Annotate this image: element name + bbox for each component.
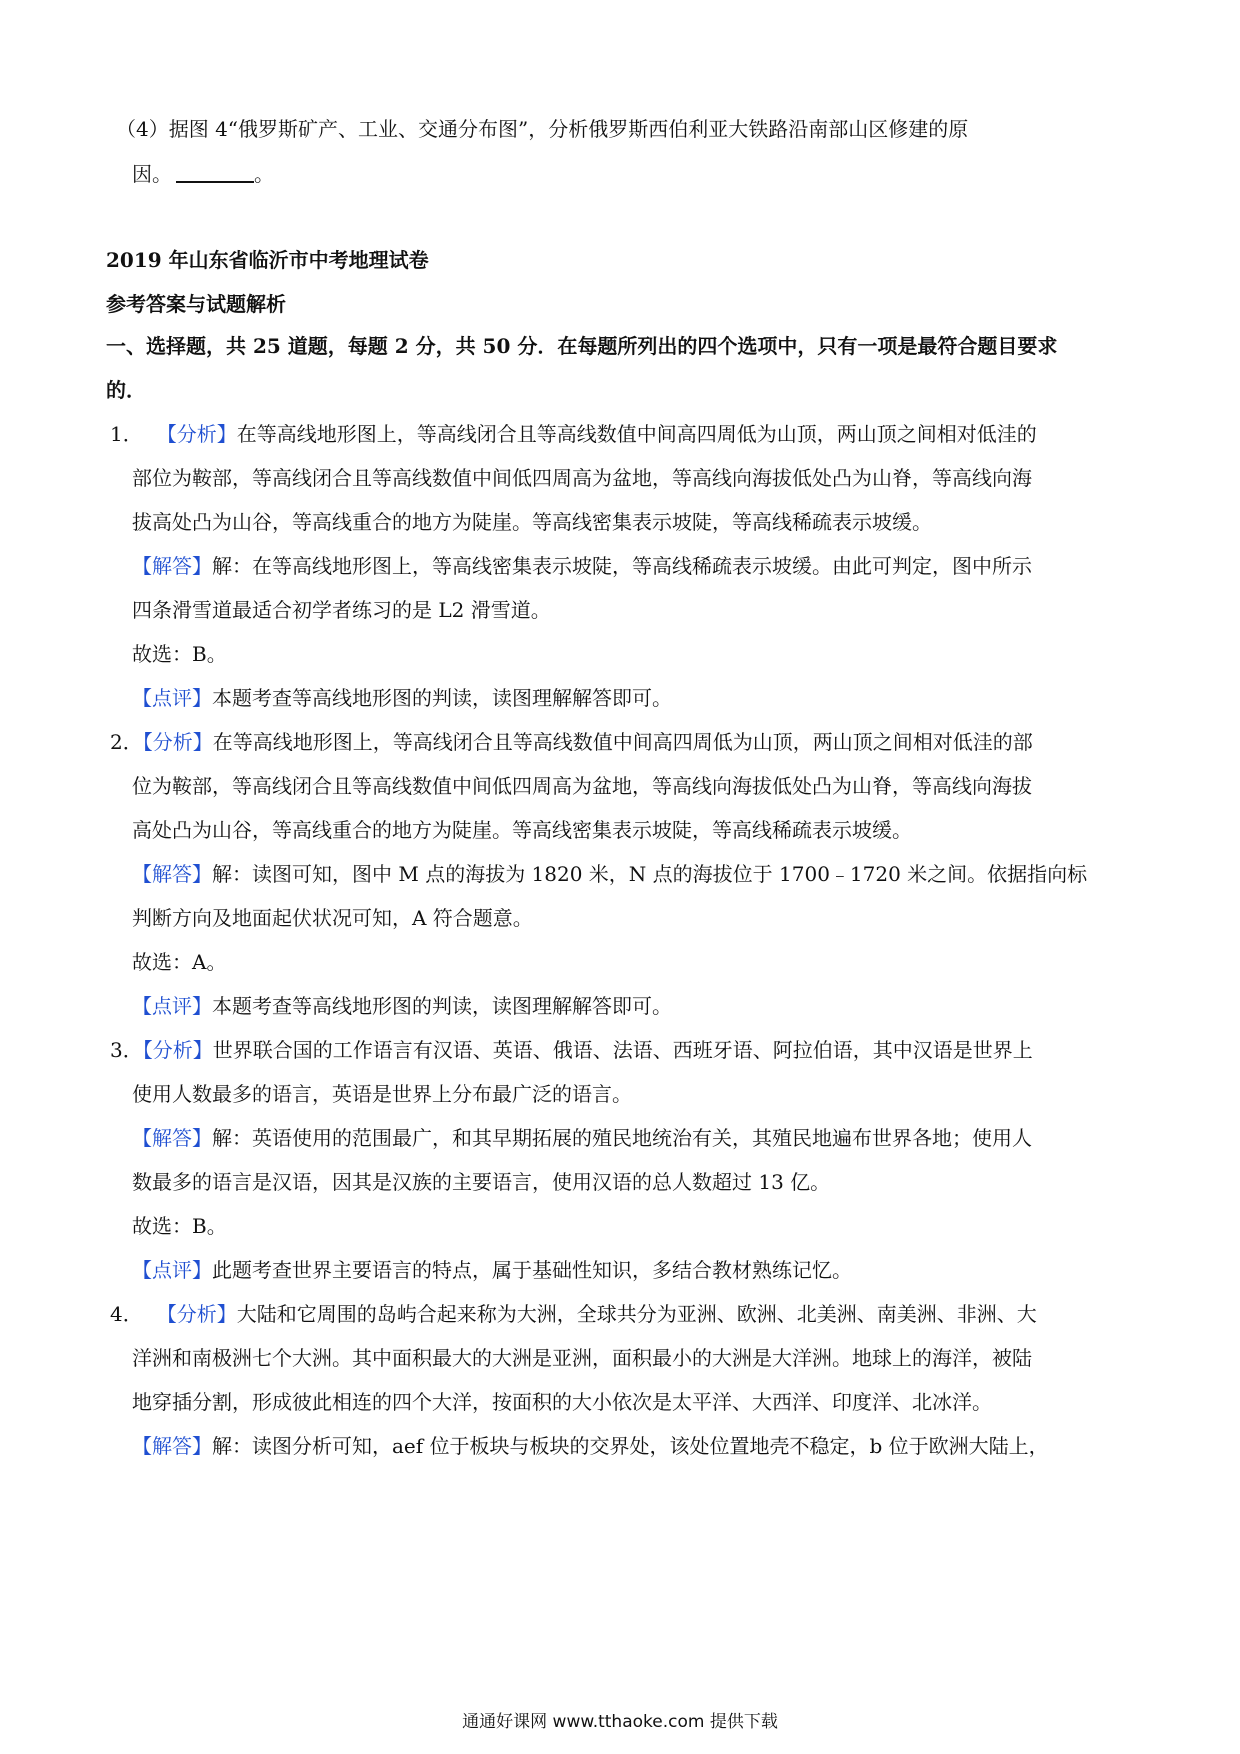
q1-answer-tag: 【解答】 — [132, 554, 212, 578]
q3-choice: 故选：B。 — [132, 1214, 227, 1238]
q3-analysis-line1 — [110, 1036, 1033, 1064]
q3-analysis-tag: 【分析】 — [142, 1038, 213, 1062]
q1-comment-line — [132, 684, 672, 712]
q2-answer-line2: 判断方向及地面起伏状况可知，A 符合题意。 — [132, 906, 533, 930]
q4ans-number: 4． — [110, 1302, 143, 1326]
q1-analysis-line3: 拔高处凸为山谷，等高线重合的地方为陡崖。等高线密集表示坡陡，等高线稀疏表示坡缓。 — [132, 510, 932, 534]
q2-answer-text1: 解：读图可知，图中 M 点的海拔为 1820 米，N 点的海拔位于 1700﹣1720 米之间。依据指向标 — [212, 862, 1088, 886]
section-heading-line1: 一、选择题，共 25 道题，每题 2 分，共 50 分．在每题所列出的四个选项中，只有一项是最符合题目要求 — [106, 334, 1058, 358]
q3-analysis-text1: 世界联合国的工作语言有汉语、英语、俄语、法语、西班牙语、阿拉伯语，其中汉语是世界上 — [212, 1038, 1033, 1062]
exam-subtitle: 参考答案与试题解析 — [106, 292, 286, 316]
q2-analysis-line2: 位为鞍部，等高线闭合且等高线数值中间低四周高为盆地，等高线向海拔低处凸为山脊，等高线向海拔 — [132, 774, 1032, 798]
q1-choice: 故选：B。 — [132, 642, 227, 666]
q1-analysis-line2: 部位为鞍部，等高线闭合且等高线数值中间低四周高为盆地，等高线向海拔低处凸为山脊，等高线向海 — [132, 466, 1032, 490]
q3-number: 3． — [110, 1038, 143, 1062]
q4ans-analysis-tag: 【分析】 — [156, 1302, 237, 1326]
q2-comment-tag: 【点评】 — [132, 994, 212, 1018]
q2-analysis-line1 — [110, 728, 1033, 756]
q4ans-analysis-line1 — [110, 1300, 1037, 1328]
q4-text-line1: （4）据图 4“俄罗斯矿产、工业、交通分布图”，分析俄罗斯西伯利亚大铁路沿南部山区修建的原 — [116, 117, 969, 141]
page-footer: 通通好课网 www.tthaoke.com 提供下载 — [462, 1712, 778, 1732]
q3-answer-tag: 【解答】 — [132, 1126, 212, 1150]
q2-answer-line1 — [132, 860, 1087, 888]
q4ans-analysis-line2: 洋洲和南极洲七个大洲。其中面积最大的大洲是亚洲，面积最小的大洲是大洋洲。地球上的海洋，被陆 — [132, 1346, 1032, 1370]
q2-number: 2． — [110, 730, 143, 754]
q1-comment-tag: 【点评】 — [132, 686, 212, 710]
q4ans-analysis-line3: 地穿插分割，形成彼此相连的四个大洋，按面积的大小依次是太平洋、大西洋、印度洋、北冰洋。 — [132, 1390, 992, 1414]
q2-analysis-line3: 高处凸为山谷，等高线重合的地方为陡崖。等高线密集表示坡陡，等高线稀疏表示坡缓。 — [132, 818, 912, 842]
q3-answer-text1: 解：英语使用的范围最广，和其早期拓展的殖民地统治有关，其殖民地遍布世界各地；使用人 — [212, 1126, 1032, 1150]
q2-analysis-tag: 【分析】 — [142, 730, 213, 754]
q3-answer-line2: 数最多的语言是汉语，因其是汉族的主要语言，使用汉语的总人数超过 13 亿。 — [132, 1170, 831, 1194]
q3-comment-tag: 【点评】 — [132, 1258, 212, 1282]
q1-answer-text1: 解：在等高线地形图上，等高线密集表示坡陡，等高线稀疏表示坡缓。由此可判定，图中所示 — [212, 554, 1032, 578]
q4-text-line2 — [132, 160, 274, 188]
q1-analysis-text1: 在等高线地形图上，等高线闭合且等高线数值中间高四周低为山顶，两山顶之间相对低洼的 — [236, 422, 1037, 446]
q2-comment-text: 本题考查等高线地形图的判读，读图理解解答即可。 — [212, 994, 672, 1018]
q2-choice: 故选：A。 — [132, 950, 227, 974]
q1-answer-line2: 四条滑雪道最适合初学者练习的是 L2 滑雪道。 — [132, 598, 551, 622]
q1-number: 1． — [110, 422, 143, 446]
q4-text-line2-end: 。 — [254, 162, 274, 186]
q4ans-answer-tag: 【解答】 — [132, 1434, 212, 1458]
answer-blank — [176, 161, 254, 183]
q3-answer-line1 — [132, 1124, 1032, 1152]
q1-answer-line1 — [132, 552, 1032, 580]
q1-analysis-tag: 【分析】 — [156, 422, 237, 446]
q3-comment-line — [132, 1256, 852, 1284]
q3-analysis-line2: 使用人数最多的语言，英语是世界上分布最广泛的语言。 — [132, 1082, 632, 1106]
q1-comment-text: 本题考查等高线地形图的判读，读图理解解答即可。 — [212, 686, 672, 710]
q3-comment-text: 此题考查世界主要语言的特点，属于基础性知识，多结合教材熟练记忆。 — [212, 1258, 852, 1282]
q4ans-answer-line1 — [132, 1432, 1049, 1460]
q2-comment-line — [132, 992, 672, 1020]
section-heading-line2: 的． — [106, 378, 146, 402]
q1-analysis-line1 — [110, 420, 1037, 448]
exam-title: 2019 年山东省临沂市中考地理试卷 — [106, 248, 429, 272]
q4ans-analysis-text1: 大陆和它周围的岛屿合起来称为大洲，全球共分为亚洲、欧洲、北美洲、南美洲、非洲、大 — [236, 1302, 1037, 1326]
q4-text-line2-start: 因。 — [132, 162, 172, 186]
q2-analysis-text1: 在等高线地形图上，等高线闭合且等高线数值中间高四周低为山顶，两山顶之间相对低洼的部 — [212, 730, 1033, 754]
q2-answer-tag: 【解答】 — [132, 862, 212, 886]
q4ans-answer-text1: 解：读图分析可知，aef 位于板块与板块的交界处，该处位置地壳不稳定，b 位于欧洲大陆上， — [212, 1434, 1049, 1458]
